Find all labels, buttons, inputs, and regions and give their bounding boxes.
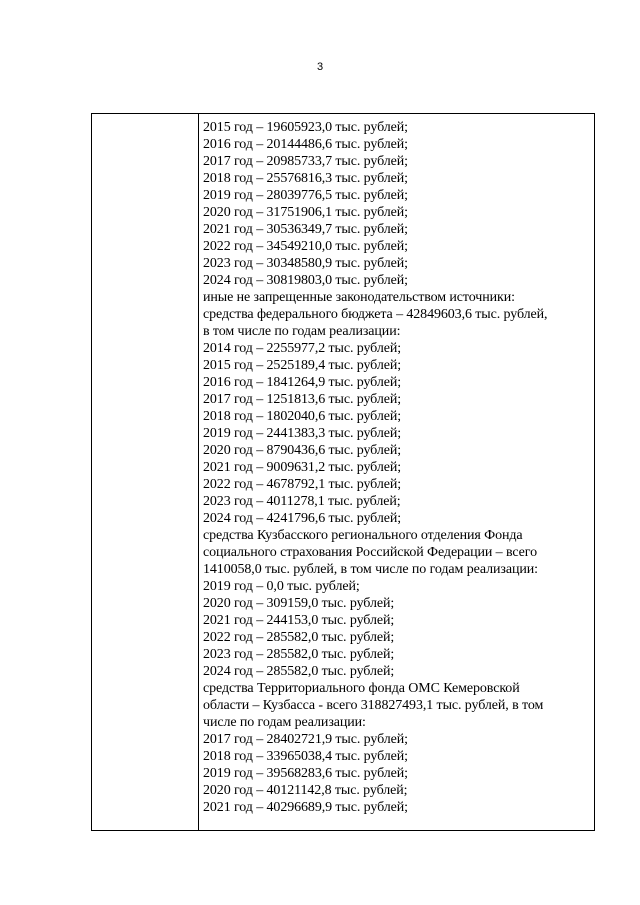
- text-line: 2016 год – 20144486,6 тыс. рублей;: [203, 137, 408, 152]
- text-line: 2023 год – 30348580,9 тыс. рублей;: [203, 256, 408, 271]
- text-line: 2023 год – 4011278,1 тыс. рублей;: [203, 494, 401, 509]
- text-line: числе по годам реализации:: [203, 715, 366, 730]
- text-line: иные не запрещенные законодательством источники:: [203, 290, 515, 305]
- text-line: средства Территориального фонда ОМС Кемеровской: [203, 681, 520, 696]
- text-line: в том числе по годам реализации:: [203, 324, 401, 339]
- text-line: 2022 год – 285582,0 тыс. рублей;: [203, 630, 395, 645]
- table-right-cell: [203, 119, 593, 816]
- text-line: 2015 год – 2525189,4 тыс. рублей;: [203, 358, 402, 373]
- funding-table: [91, 113, 595, 831]
- text-line: 2020 год – 8790436,6 тыс. рублей;: [203, 443, 402, 458]
- text-line: 2024 год – 285582,0 тыс. рублей;: [203, 664, 395, 679]
- text-line: 2019 год – 39568283,6 тыс. рублей;: [203, 766, 408, 781]
- text-line: 1410058,0 тыс. рублей, в том числе по годам реализации:: [203, 562, 538, 577]
- text-line: социального страхования Российской Федерации – всего: [203, 545, 537, 560]
- text-line: 2019 год – 28039776,5 тыс. рублей;: [203, 188, 408, 203]
- text-line: 2021 год – 9009631,2 тыс. рублей;: [203, 460, 402, 475]
- text-line: 2018 год – 33965038,4 тыс. рублей;: [203, 749, 408, 764]
- text-line: 2017 год – 20985733,7 тыс. рублей;: [203, 154, 408, 169]
- text-line: 2020 год – 309159,0 тыс. рублей;: [203, 596, 395, 611]
- text-line: 2022 год – 4678792,1 тыс. рублей;: [203, 477, 402, 492]
- text-line: 2020 год – 31751906,1 тыс. рублей;: [203, 205, 408, 220]
- text-line: средства федерального бюджета – 42849603,6 тыс. рублей,: [203, 307, 548, 322]
- text-line: 2021 год – 40296689,9 тыс. рублей;: [203, 800, 408, 815]
- text-line: 2021 год – 244153,0 тыс. рублей;: [203, 613, 395, 628]
- text-line: 2022 год – 34549210,0 тыс. рублей;: [203, 239, 408, 254]
- text-line: 2021 год – 30536349,7 тыс. рублей;: [203, 222, 408, 237]
- page-number: 3: [316, 61, 324, 73]
- text-line: 2018 год – 1802040,6 тыс. рублей;: [203, 409, 402, 424]
- text-line: средства Кузбасского регионального отделения Фонда: [203, 528, 523, 543]
- text-line: 2024 год – 30819803,0 тыс. рублей;: [203, 273, 408, 288]
- table-left-cell: [92, 114, 199, 830]
- text-line: 2017 год – 28402721,9 тыс. рублей;: [203, 732, 408, 747]
- text-line: 2019 год – 0,0 тыс. рублей;: [203, 579, 360, 594]
- text-line: 2017 год – 1251813,6 тыс. рублей;: [203, 392, 402, 407]
- text-line: 2023 год – 285582,0 тыс. рублей;: [203, 647, 395, 662]
- text-line: 2018 год – 25576816,3 тыс. рублей;: [203, 171, 408, 186]
- text-line: 2014 год – 2255977,2 тыс. рублей;: [203, 341, 402, 356]
- text-line: 2016 год – 1841264,9 тыс. рублей;: [203, 375, 402, 390]
- text-line: области – Кузбасса - всего 318827493,1 тыс. рублей, в том: [203, 698, 544, 713]
- text-line: 2020 год – 40121142,8 тыс. рублей;: [203, 783, 408, 798]
- text-line: 2019 год – 2441383,3 тыс. рублей;: [203, 426, 402, 441]
- text-line: 2024 год – 4241796,6 тыс. рублей;: [203, 511, 402, 526]
- text-line: 2015 год – 19605923,0 тыс. рублей;: [203, 120, 408, 135]
